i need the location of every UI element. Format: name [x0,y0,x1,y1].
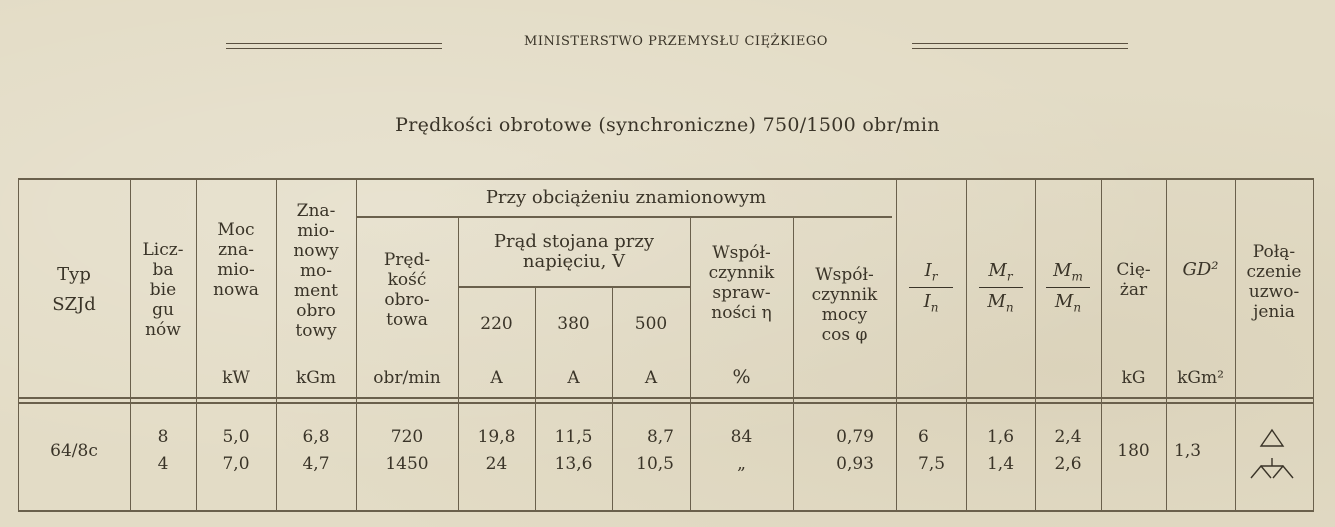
ratio-numerator [924,260,938,284]
table-subtitle: Prędkości obrotowe (synchroniczne) 750/1500 obr/min [395,114,940,136]
ratio-symbol: M [988,260,1007,281]
fraction-bar [979,287,1023,288]
col-header-prad: Prąd stojana przy napięciu, V [493,231,655,272]
col-header-cos: Współ- czynnik mocy cos φ [811,265,878,345]
ratio-numerator [988,260,1013,284]
cell-predkosc: 720 1450 [385,427,429,474]
header-bottom-border-2 [18,402,1314,404]
unit-a220: A [490,368,503,388]
col-header-typ: Typ SZJd [52,264,96,315]
col-header-mm-mn [1035,260,1101,314]
unit-a500: A [644,368,658,388]
unit-a380: A [567,368,580,388]
group-header-underline [356,216,892,218]
cell-cos: 0,79 0,93 [836,427,874,474]
cell-moment: 6,8 4,7 [302,427,330,474]
ratio-symbol: M [1054,290,1074,312]
ratio-subscript: n [1073,300,1082,315]
unit-gd: kGm² [1177,368,1224,388]
col-header-liczba-biegunow: Licz- ba bie gu nów [142,240,184,340]
ratio-subscript: n [1005,300,1014,315]
col-sep [1235,178,1236,511]
col-header-gd: GD² [1182,259,1219,280]
col-header-polaczenie: Połą- czenie uzwo- jenia [1246,242,1302,322]
col-header-ciezar: Cię- żar [1116,260,1151,300]
ratio-subscript: r [931,269,938,284]
ratio-symbol: I [923,290,931,312]
ministry-title: MINISTERSTWO PRZEMYSŁU CIĘŻKIEGO [524,34,828,49]
ratio-symbol: I [924,260,932,281]
ratio-subscript: r [1006,269,1013,284]
cell-ciezar: 180 [1117,441,1150,461]
unit-sprawnosc: % [732,366,751,388]
cell-gd: 1,3 [1174,441,1202,461]
cell-typ: 64/8c [50,441,98,461]
cell-bieguny: 8 4 [157,427,169,474]
double-star-icon [1249,456,1295,480]
col-header-predkosc: Pręd- kość obro- towa [383,250,431,330]
ratio-denominator [987,290,1014,315]
cell-mr: 1,6 1,4 [986,427,1015,474]
ratio-subscript: m [1071,269,1083,284]
cell-ir: 6 7,5 [918,427,946,474]
cell-a500: 8,7 10,5 [636,427,674,474]
table-top-border [18,178,1314,180]
col-header-220: 220 [480,314,513,334]
col-header-380: 380 [557,314,590,334]
col-header-moc: Moc zna- mio- nowa [213,220,259,300]
ratio-symbol: M [1053,260,1072,281]
cell-sprawnosc: 84 „ [730,427,753,474]
cell-moc: 5,0 7,0 [222,427,250,474]
ratio-numerator [1053,260,1083,284]
cell-mm: 2,4 2,6 [1054,427,1082,474]
col-header-moment: Zna- mio- nowy mo- ment obro towy [293,201,339,341]
table-bottom-border [18,510,1314,512]
col-header-mr-mn [966,260,1035,314]
cell-a220: 19,8 24 [477,427,516,474]
col-header-ir-in [896,260,966,314]
prad-header-underline [458,286,690,288]
ratio-denominator [923,290,939,315]
col-header-sprawnosc: Współ- czynnik spraw- ności η [708,243,775,323]
cell-a380: 11,5 13,6 [554,427,593,474]
col-header-500: 500 [634,314,668,334]
col-header-group: Przy obciążeniu znamionowym [485,187,767,208]
table-right-border [1313,178,1314,511]
ratio-denominator [1054,290,1082,315]
unit-moment: kGm [295,368,336,388]
delta-icon [1259,428,1285,448]
ratio-subscript: n [930,300,939,315]
fraction-bar [909,287,953,288]
ratio-symbol: M [987,290,1006,312]
unit-moc: kW [222,368,250,388]
unit-predkosc: obr/min [373,368,441,388]
unit-ciezar: kG [1121,368,1146,388]
fraction-bar [1046,287,1090,288]
header-bottom-border [18,397,1314,399]
